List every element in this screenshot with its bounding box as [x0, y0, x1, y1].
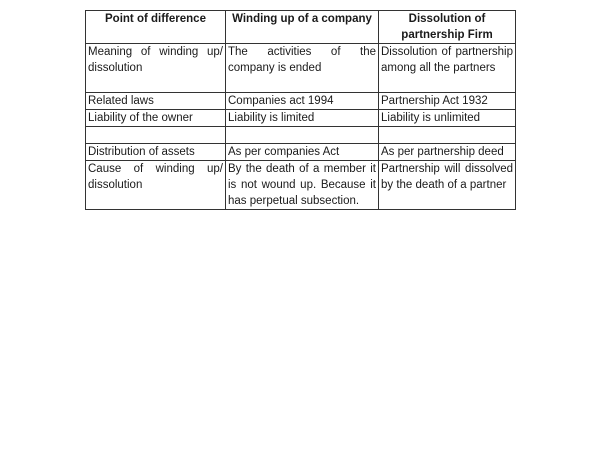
header-winding-up-company: Winding up of a company: [226, 11, 379, 44]
cell-point: [86, 127, 226, 144]
cell-point: Cause of winding up/ dissolution: [86, 161, 226, 210]
table-row: [86, 93, 516, 110]
table-row: [86, 110, 516, 127]
cell-company: As per companies Act: [226, 144, 379, 161]
cell-partnership: As per partnership deed: [379, 144, 516, 161]
cell-partnership: Partnership Act 1932: [379, 93, 516, 110]
table-header-row: [86, 11, 516, 44]
cell-company: [226, 127, 379, 144]
cell-company: Liability is limited: [226, 110, 379, 127]
cell-partnership: [379, 127, 516, 144]
cell-company: By the death of a member it is not wound up. Because it has perpetual subsection.: [226, 161, 379, 210]
cell-company: Companies act 1994: [226, 93, 379, 110]
comparison-sheet: [85, 10, 515, 210]
comparison-table: [85, 10, 516, 210]
cell-partnership: Liability is unlimited: [379, 110, 516, 127]
header-dissolution-partnership: Dissolution of partnership Firm: [379, 11, 516, 44]
cell-point: Meaning of winding up/ dissolution: [86, 44, 226, 93]
cell-partnership: Partnership will dissolved by the death of a partner: [379, 161, 516, 210]
cell-company: The activities of the company is ended: [226, 44, 379, 93]
cell-point: Related laws: [86, 93, 226, 110]
cell-point: Distribution of assets: [86, 144, 226, 161]
cell-point: Liability of the owner: [86, 110, 226, 127]
table-row: [86, 161, 516, 210]
cell-partnership: Dissolution of partnership among all the partners: [379, 44, 516, 93]
table-row: [86, 144, 516, 161]
header-point-of-difference: Point of difference: [86, 11, 226, 44]
table-row: [86, 44, 516, 93]
table-row-empty: [86, 127, 516, 144]
